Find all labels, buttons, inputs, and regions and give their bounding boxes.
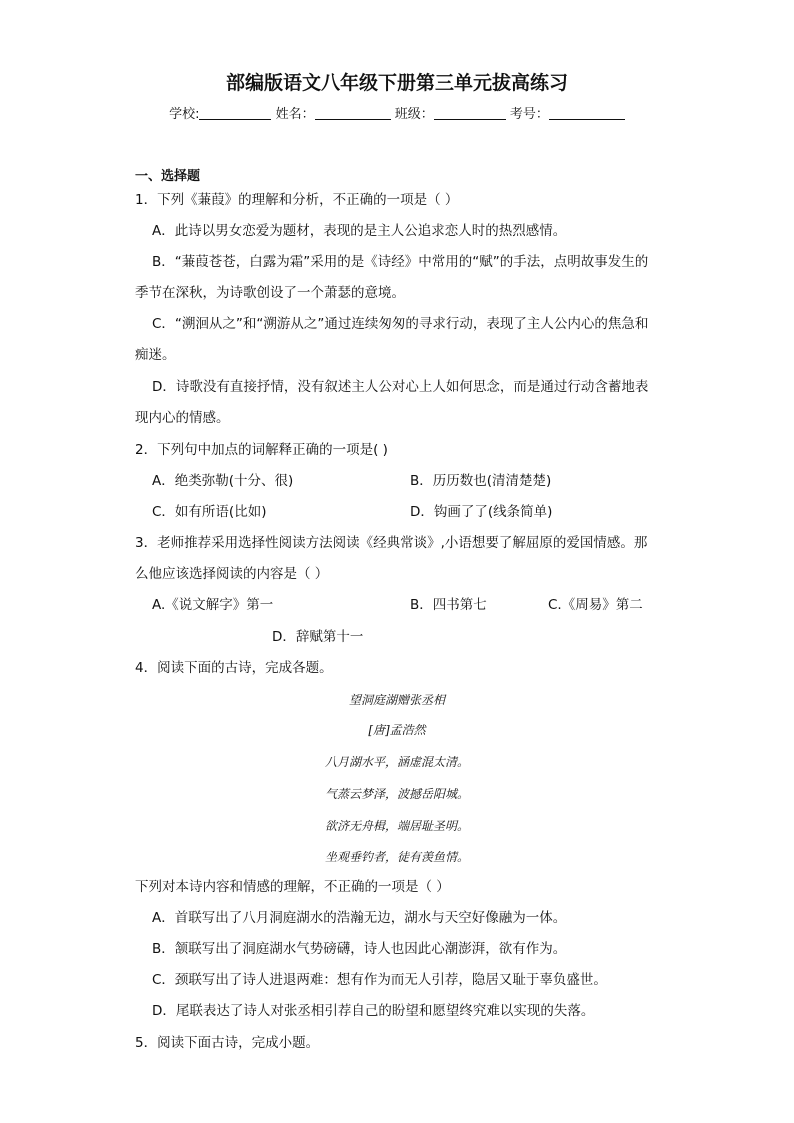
question-1-option-c: C．“溯洄从之”和“溯游从之”通过连续匆匆的寻求行动，表现了主人公内心的焦急和 — [152, 316, 649, 332]
question-3-stem-cont: 么他应该选择阅读的内容是（ ） — [135, 566, 329, 582]
school-blank[interactable] — [199, 105, 271, 120]
poem-line: 坐观垂钓者，徒有羡鱼情。 — [324, 850, 469, 864]
poem-title: 望洞庭湖赠张丞相 — [348, 693, 445, 707]
question-3-option-d: D．辞赋第十一 — [272, 629, 364, 645]
name-blank[interactable] — [315, 105, 391, 120]
poem-line: 八月湖水平，涵虚混太清。 — [324, 755, 469, 769]
page-title: 部编版语文八年级下册第三单元拔高练习 — [225, 72, 568, 94]
question-2-option-d: D．钩画了了(线条简单) — [410, 504, 553, 520]
question-3-stem: 3．老师推荐采用选择性阅读方法阅读《经典常谈》,小语想要了解屈原的爱国情感。那 — [135, 535, 648, 551]
poem-line: 气蒸云梦泽，波撼岳阳城。 — [324, 787, 469, 801]
question-2-option-a: A．绝类弥勒(十分、很) — [152, 473, 294, 489]
question-3-option-c: C.《周易》第二 — [548, 597, 643, 613]
question-4-option-a: A．首联写出了八月洞庭湖水的浩瀚无边，湖水与天空好像融为一体。 — [152, 910, 567, 926]
exam-number-label: 考号： — [509, 107, 549, 122]
question-4-option-b: B．颔联写出了洞庭湖水气势磅礴，诗人也因此心潮澎湃，欲有作为。 — [152, 941, 567, 957]
class-blank[interactable] — [434, 105, 506, 120]
exam-number-blank[interactable] — [549, 105, 625, 120]
question-2-stem: 2．下列句中加点的词解释正确的一项是( ) — [135, 442, 388, 458]
poem-author: [唐]孟浩然 — [368, 723, 426, 737]
question-4-option-d: D．尾联表达了诗人对张丞相引荐自己的盼望和愿望终究难以实现的失落。 — [152, 1003, 595, 1019]
school-label: 学校: — [169, 107, 200, 122]
question-1-option-a: A．此诗以男女恋爱为题材，表现的是主人公追求恋人时的热烈感情。 — [152, 223, 567, 239]
question-1-option-d-cont: 现内心的情感。 — [135, 410, 230, 426]
section-heading: 一、选择题 — [135, 169, 201, 184]
question-4-option-c: C．颈联写出了诗人进退两难：想有作为而无人引荐，隐居又耻于辜负盛世。 — [152, 972, 607, 988]
question-1-stem: 1．下列《蒹葭》的理解和分析，不正确的一项是（ ） — [135, 192, 459, 208]
student-info-line — [0, 103, 794, 122]
question-3-option-b: B．四书第七 — [410, 597, 487, 613]
poem-line: 欲济无舟楫，端居耻圣明。 — [324, 819, 469, 833]
class-label: 班级： — [394, 107, 434, 122]
question-2-option-b: B．历历数也(清清楚楚) — [410, 473, 552, 489]
question-1-option-d: D．诗歌没有直接抒情，没有叙述主人公对心上人如何思念，而是通过行动含蓄地表 — [152, 379, 649, 395]
question-2-option-c: C．如有所语(比如) — [152, 504, 267, 520]
question-4-sub-stem: 下列对本诗内容和情感的理解，不正确的一项是（ ） — [135, 879, 450, 895]
question-5-stem: 5．阅读下面古诗，完成小题。 — [135, 1035, 320, 1051]
question-4-stem: 4．阅读下面的古诗，完成各题。 — [135, 660, 333, 676]
question-1-option-b-cont: 季节在深秋，为诗歌创设了一个萧瑟的意境。 — [135, 285, 405, 301]
question-1-option-c-cont: 痴迷。 — [135, 347, 176, 363]
question-1-option-b: B．“蒹葭苍苍，白露为霜”采用的是《诗经》中常用的“赋”的手法，点明故事发生的 — [152, 254, 649, 270]
question-3-option-a: A.《说文解字》第一 — [152, 597, 274, 613]
name-label: 姓名： — [275, 107, 315, 122]
